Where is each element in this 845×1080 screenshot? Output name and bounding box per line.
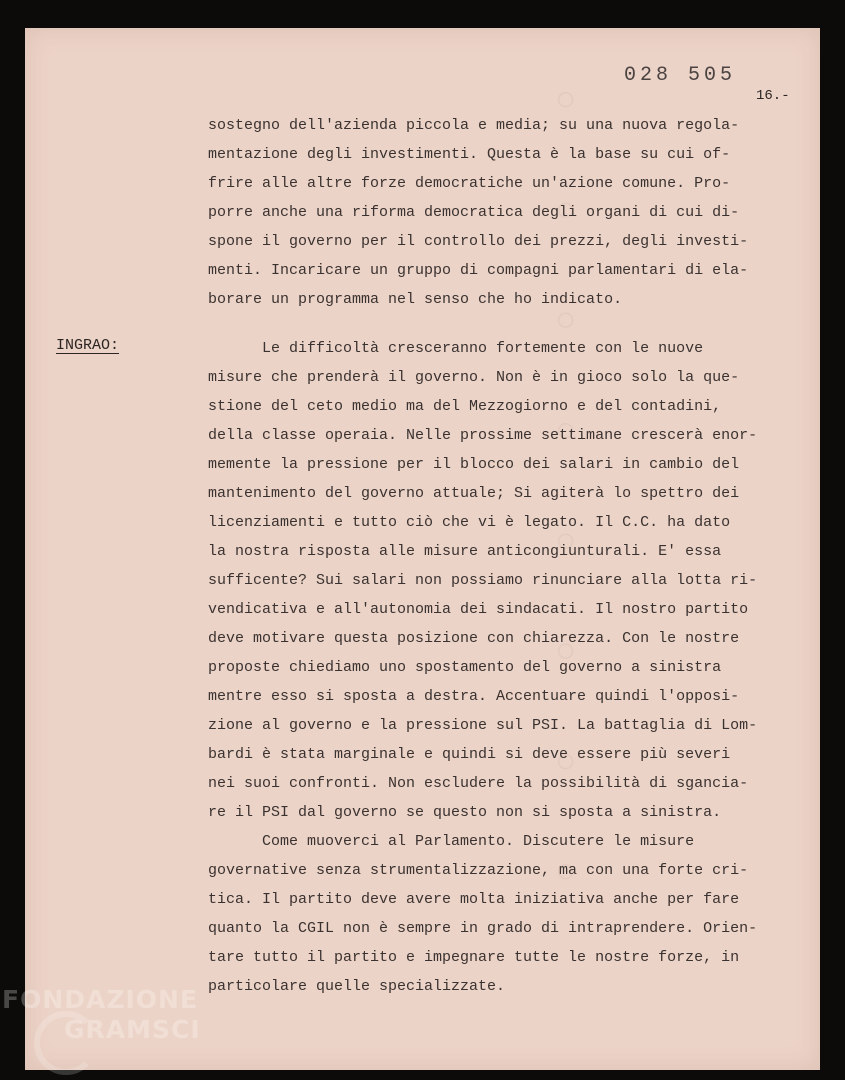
text-line: sostegno dell'azienda piccola e media; su una nuova regola-: [208, 117, 740, 134]
archive-number: 028 505: [624, 64, 737, 87]
text-line: bardi è stata marginale e quindi si deve essere più severi: [208, 746, 731, 763]
text-line: misure che prenderà il governo. Non è in gioco solo la que-: [208, 369, 740, 386]
text-line: tare tutto il partito e impegnare tutte le nostre forze, in: [208, 949, 740, 966]
text-line: proposte chiediamo uno spostamento del governo a sinistra: [208, 659, 722, 676]
text-line: quanto la CGIL non è sempre in grado di intraprendere. Orien-: [208, 920, 758, 937]
text-line: mentre esso si sposta a destra. Accentuare quindi l'opposi-: [208, 688, 740, 705]
text-line: governative senza strumentalizzazione, ma con una forte cri-: [208, 862, 749, 879]
text-block-continuation: [208, 111, 748, 314]
text-line: sufficente? Sui salari non possiamo rinunciare alla lotta ri-: [208, 572, 758, 589]
text-line: licenziamenti e tutto ciò che vi è legato. Il C.C. ha dato: [208, 514, 731, 531]
logo-ring-icon: [34, 1011, 98, 1075]
text-line: Le difficoltà cresceranno fortemente con le nuove: [208, 340, 704, 357]
text-line: la nostra risposta alle misure anticongiunturali. E' essa: [208, 543, 722, 560]
text-line: vendicativa e all'autonomia dei sindacati. Il nostro partito: [208, 601, 749, 618]
text-line: particolare quelle specializzate.: [208, 978, 506, 995]
text-line: nei suoi confronti. Non escludere la possibilità di sgancia-: [208, 775, 749, 792]
text-line: frire alle altre forze democratiche un'azione comune. Pro-: [208, 175, 731, 192]
text-line: re il PSI dal governo se questo non si sposta a sinistra.: [208, 804, 722, 821]
paper-watermark: ◦ ◦ ◦ ◦ ◦ ◦ ◦ ◦: [540, 76, 591, 922]
text-line: porre anche una riforma democratica degli organi di cui di-: [208, 204, 740, 221]
text-line: della classe operaia. Nelle prossime settimane crescerà enor-: [208, 427, 758, 444]
text-line: borare un programma nel senso che ho indicato.: [208, 291, 623, 308]
text-line: mentazione degli investimenti. Questa è la base su cui of-: [208, 146, 731, 163]
text-line: Come muoverci al Parlamento. Discutere le misure: [208, 833, 695, 850]
text-line: tica. Il partito deve avere molta iniziativa anche per fare: [208, 891, 740, 908]
logo-line-1: FONDAZIONE: [2, 985, 199, 1014]
text-line: memente la pressione per il blocco dei salari in cambio del: [208, 456, 740, 473]
text-block-ingrao: [208, 334, 757, 1001]
fondazione-gramsci-logo: [2, 985, 201, 1045]
text-line: stione del ceto medio ma del Mezzogiorno e del contadini,: [208, 398, 722, 415]
speaker-label: INGRAO:: [56, 337, 120, 354]
page-number: 16.-: [756, 88, 790, 104]
text-line: deve motivare questa posizione con chiarezza. Con le nostre: [208, 630, 740, 647]
text-line: mantenimento del governo attuale; Si agiterà lo spettro dei: [208, 485, 740, 502]
text-line: menti. Incaricare un gruppo di compagni parlamentari di ela-: [208, 262, 749, 279]
text-line: spone il governo per il controllo dei prezzi, degli investi-: [208, 233, 749, 250]
text-line: zione al governo e la pressione sul PSI. La battaglia di Lom-: [208, 717, 758, 734]
logo-line-2: GRAMSCI: [64, 1015, 201, 1044]
